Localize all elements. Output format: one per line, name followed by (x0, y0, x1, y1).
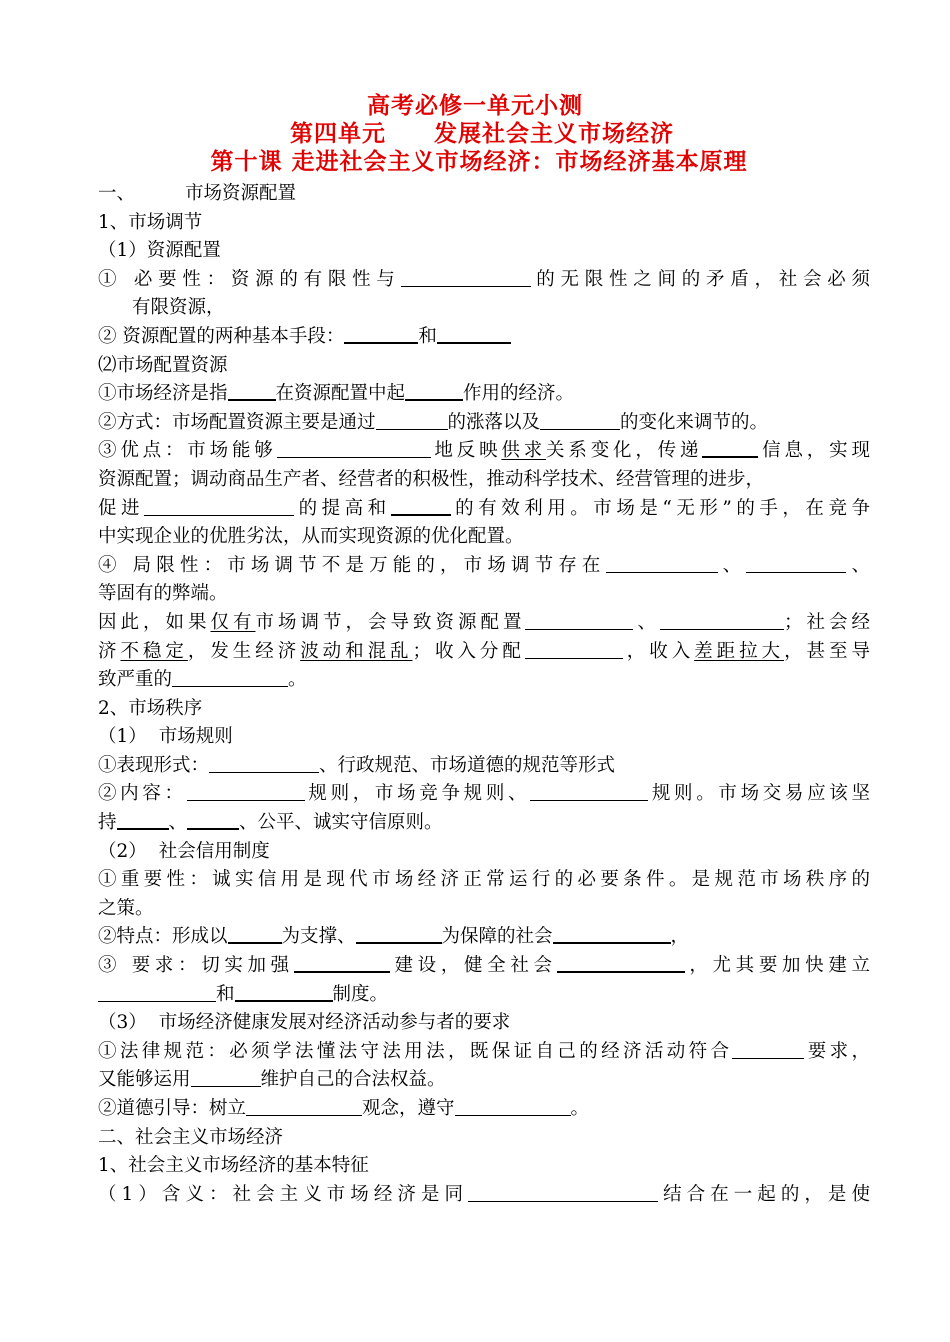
text-line: （1）含义：社会主义市场经济是同 结合在一起的，是使 (98, 1183, 870, 1205)
item-heading: （1）资源配置 (98, 240, 221, 262)
text-line: ④ 局限性：市场调节不是万能的，市场调节存在 、 、 (98, 554, 870, 576)
text-line: ③ 要求：切实加强 建设，健全社会 ，尤其要加快建立 (98, 955, 870, 977)
item-heading: （2） 社会信用制度 (98, 840, 270, 862)
title-block (0, 92, 950, 176)
text-line: ②道德引导：树立 观念，遵守 。 (98, 1098, 590, 1119)
fill-blank[interactable] (525, 640, 623, 659)
fill-blank[interactable] (606, 554, 718, 573)
fill-blank[interactable] (553, 924, 671, 944)
unit-number: 第四单元 (290, 120, 386, 147)
fill-blank[interactable] (172, 668, 288, 687)
fill-blank[interactable] (209, 754, 319, 773)
fill-blank[interactable] (344, 324, 418, 344)
text-line: ③优点：市场能够 地反映供求关系变化，传递 信息，实现 (98, 440, 870, 462)
text-line: 又能够运用 维护自己的合法权益。 (98, 1069, 446, 1091)
text-line: 有限资源， (132, 297, 225, 319)
text-line: 致严重的 。 (98, 669, 307, 691)
item-heading: （3） 市场经济健康发展对经济活动参与者的要求 (98, 1012, 511, 1034)
text-line: 和 制度。 (98, 981, 870, 1010)
text-line: ② 资源配置的两种基本手段： 和 (98, 323, 870, 352)
fill-blank[interactable] (187, 782, 305, 801)
text-line: ②方式：市场配置资源主要是通过 的涨落以及 的变化来调节的。 (98, 411, 769, 433)
text-line: ① 必要性：资源的有限性与 的无限性之间的矛盾，社会必须 (98, 268, 870, 290)
text-line: ①市场经济是指 在资源配置中起 作用的经济。 (98, 383, 575, 405)
lesson-title: 第十课 走进社会主义市场经济：市场经济基本原理 (210, 148, 748, 175)
fill-blank[interactable] (356, 924, 442, 944)
fill-blank[interactable] (98, 983, 216, 1002)
subsection-heading: 1、社会主义市场经济的基本特征 (98, 1155, 369, 1177)
unit-name: 发展社会主义市场经济 (434, 120, 674, 147)
fill-blank[interactable] (391, 496, 451, 516)
fill-blank[interactable] (557, 953, 685, 973)
fill-blank[interactable] (525, 611, 633, 630)
text-line: 等固有的弊端。 (98, 583, 228, 605)
fill-blank[interactable] (235, 982, 333, 1002)
fill-blank[interactable] (376, 411, 448, 430)
worksheet-body (98, 180, 870, 1209)
item-heading: （1） 市场规则 (98, 726, 233, 748)
subsection-heading: 2、市场秩序 (98, 697, 203, 719)
unit-title (0, 120, 950, 148)
fill-blank[interactable] (144, 497, 294, 516)
fill-blank[interactable] (246, 1097, 362, 1116)
section-heading: 二、社会主义市场经济 (98, 1126, 284, 1148)
fill-blank[interactable] (437, 324, 511, 344)
text-line: ②特点：形成以 为支撑、 为保障的社会 ， (98, 926, 690, 948)
text-line: 持 、 、公平、诚实守信原则。 (98, 812, 443, 834)
subsection-heading: 1、市场调节 (98, 211, 203, 233)
text-line: 因此，如果仅有市场调节，会导致资源配置 、 ；社会经 (98, 611, 870, 633)
fill-blank[interactable] (540, 411, 620, 430)
fill-blank[interactable] (228, 924, 282, 944)
text-line: ①法律规范：必须学法懂法守法用法，既保证自己的经济活动符合 要求， (98, 1040, 870, 1062)
fill-blank[interactable] (191, 1068, 261, 1087)
fill-blank[interactable] (294, 953, 390, 973)
item-heading: ⑵市场配置资源 (98, 354, 228, 376)
fill-blank[interactable] (732, 1040, 804, 1059)
fill-blank[interactable] (746, 554, 846, 573)
text-line: 之策。 (98, 897, 154, 919)
text-line: 资源配置；调动商品生产者、经营者的积极性，推动科学技术、经营管理的进步， (98, 468, 765, 490)
text-line: ①表现形式： 、行政规范、市场道德的规范等形式 (98, 754, 616, 776)
fill-blank[interactable] (405, 381, 463, 401)
fill-blank[interactable] (228, 381, 276, 401)
text-line: 促进 的提高和 的有效利用。市场是“无形”的手，在竞争 (98, 497, 870, 519)
text-line: 济不稳定，发生经济波动和混乱；收入分配 ，收入差距拉大，甚至导 (98, 640, 870, 662)
text-line: ①重要性：诚实信用是现代市场经济正常运行的必要条件。是规范市场秩序的 (98, 869, 870, 891)
fill-blank[interactable] (117, 810, 169, 830)
fill-blank[interactable] (455, 1097, 571, 1116)
exam-title: 高考必修一单元小测 (367, 92, 583, 119)
fill-blank[interactable] (187, 810, 239, 830)
fill-blank[interactable] (277, 439, 431, 458)
fill-blank[interactable] (530, 782, 648, 801)
fill-blank[interactable] (468, 1183, 658, 1202)
section-heading: 一、 市场资源配置 (98, 183, 297, 204)
fill-blank[interactable] (702, 438, 758, 458)
fill-blank[interactable] (660, 611, 784, 630)
text-line: ②内容： 规则，市场竞争规则、 规则。市场交易应该坚 (98, 783, 870, 805)
fill-blank[interactable] (401, 268, 531, 287)
text-line: 中实现企业的优胜劣汰，从而实现资源的优化配置。 (98, 526, 524, 548)
